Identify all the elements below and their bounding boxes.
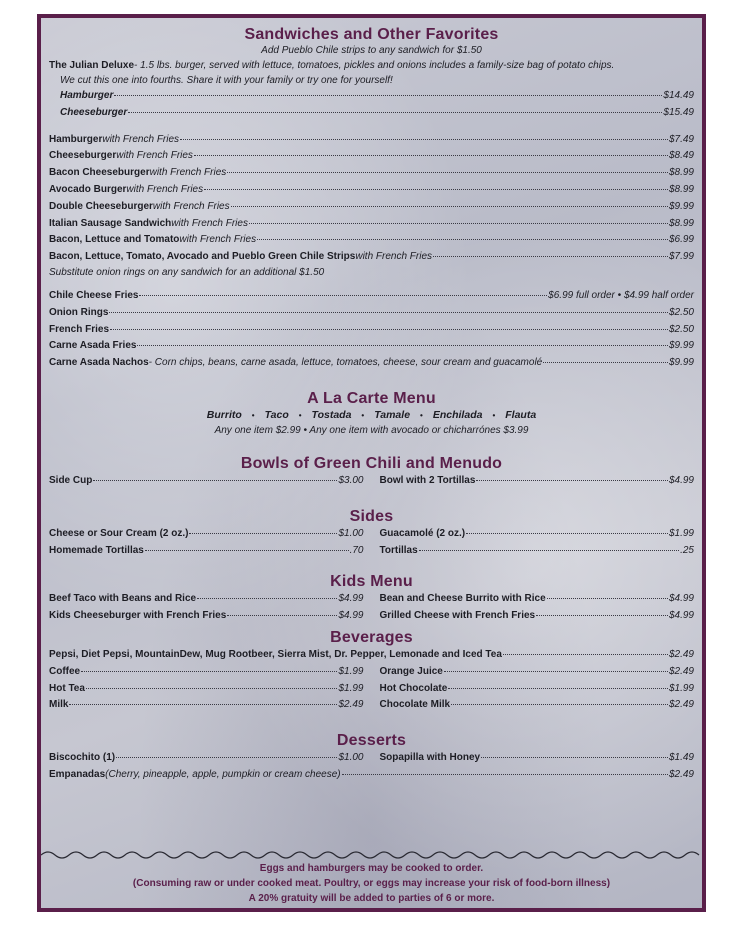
menu-item	[49, 591, 364, 608]
leader-dots	[110, 328, 668, 330]
item-description: with French Fries	[355, 251, 433, 263]
bullet-separator: •	[298, 410, 302, 420]
menu-frame	[37, 14, 706, 912]
menu-item	[380, 664, 695, 681]
alacarte-item: Taco	[264, 409, 289, 422]
alacarte-item: Tostada	[311, 409, 352, 422]
item-name: Pepsi, Diet Pepsi, MountainDew, Mug Rootbeer, Sierra Mist, Dr. Pepper, Lemonade and Iced Tea	[49, 648, 502, 660]
menu-item	[49, 526, 364, 543]
leader-dots	[257, 238, 668, 240]
section-title-bowls: Bowls of Green Chili and Menudo	[240, 454, 503, 472]
leader-dots	[116, 756, 337, 758]
beverages-left-column	[49, 664, 364, 714]
julian-description-2: We cut this one into fourths. Share it with your family or try one for yourself!	[60, 75, 393, 86]
leader-dots	[503, 653, 668, 655]
item-price: $2.50	[668, 323, 694, 335]
menu-item	[49, 232, 694, 249]
item-name: Chocolate Milk	[379, 699, 451, 711]
bowls-right-column	[380, 473, 695, 490]
menu-item	[49, 543, 364, 560]
menu-item	[380, 750, 695, 767]
item-name: Hamburger	[60, 90, 114, 101]
item-name: Kids Cheeseburger with French Fries	[49, 610, 227, 622]
item-description: with French Fries	[152, 200, 230, 212]
menu-item	[49, 355, 694, 372]
menu-page	[41, 18, 702, 908]
menu-item	[380, 526, 695, 543]
item-price: $9.99	[668, 200, 694, 212]
menu-item	[49, 681, 364, 698]
bullet-separator: •	[361, 410, 365, 420]
item-price: $8.99	[668, 217, 694, 229]
alacarte-item: Enchilada	[432, 409, 483, 422]
item-price: $3.00	[338, 474, 364, 486]
item-name: Double Cheeseburger	[49, 200, 153, 212]
menu-item	[380, 591, 695, 608]
leader-dots	[444, 670, 668, 672]
item-name: Bacon, Lettuce and Tomato	[49, 234, 180, 246]
item-price: $1.99	[338, 682, 364, 694]
item-name: Avocado Burger	[49, 183, 127, 195]
bowls-left-column	[49, 473, 364, 490]
item-name: Coffee	[49, 665, 81, 677]
menu-item	[49, 322, 694, 339]
item-price: $7.49	[668, 133, 694, 145]
item-description: with French Fries	[116, 150, 193, 162]
item-name: Cheeseburger	[60, 106, 128, 118]
item-price: .70	[349, 544, 364, 556]
item-name: Milk	[49, 699, 69, 711]
sides-right-column	[380, 526, 695, 560]
leader-dots	[128, 111, 662, 113]
item-name: Bacon, Lettuce, Tomato, Avocado and Pueblo Green Chile Strips	[49, 251, 356, 263]
menu-item	[49, 249, 694, 266]
item-name: Hot Tea	[49, 682, 85, 694]
item-price: $6.99 full order • $4.99 half order	[548, 289, 694, 301]
leader-dots	[139, 294, 547, 296]
menu-item	[49, 697, 364, 714]
menu-item	[49, 132, 694, 149]
item-price: $7.99	[668, 251, 694, 263]
bullet-separator: •	[420, 410, 423, 420]
menu-item	[380, 697, 695, 714]
item-price: $14.49	[663, 90, 694, 101]
alacarte-item: Tamale	[374, 409, 411, 422]
leader-dots	[93, 479, 337, 481]
item-price: $1.00	[338, 752, 364, 764]
bullet-separator: •	[492, 410, 496, 420]
item-name: Bowl with 2 Tortillas	[379, 474, 476, 486]
menu-item	[49, 182, 694, 199]
substitute-note: Substitute onion rings on any sandwich for an additional $1.50	[49, 266, 325, 278]
leader-dots	[448, 687, 668, 689]
item-price: $1.99	[338, 665, 364, 677]
bullet-separator: •	[251, 410, 255, 420]
section-title-beverages: Beverages	[330, 628, 413, 646]
item-name: Hamburger	[49, 133, 103, 145]
item-price: .25	[680, 544, 694, 556]
menu-item	[49, 750, 364, 767]
wave-divider	[41, 849, 702, 861]
desserts-columns	[49, 750, 694, 767]
leader-dots	[249, 222, 668, 224]
item-price: $2.49	[668, 768, 694, 780]
section-title-desserts: Desserts	[336, 732, 407, 750]
leader-dots	[481, 756, 668, 758]
item-price: $2.49	[668, 699, 694, 711]
footer-notice	[41, 861, 702, 906]
alacarte-items	[49, 408, 694, 423]
leader-dots	[145, 549, 349, 551]
alacarte-item: Flauta	[505, 409, 537, 422]
menu-item	[49, 608, 364, 625]
beverages-right-column	[380, 664, 695, 714]
leader-dots	[433, 255, 668, 257]
leader-dots	[466, 532, 668, 534]
leader-dots	[476, 479, 668, 481]
beverages-columns	[49, 664, 694, 714]
kids-columns	[49, 591, 694, 625]
item-price: $2.50	[668, 306, 694, 318]
item-price: $4.99	[668, 474, 694, 486]
leader-dots	[227, 614, 337, 616]
item-description: with French Fries	[102, 133, 180, 145]
leader-dots	[231, 205, 668, 207]
section-title-alacarte: A La Carte Menu	[307, 389, 436, 407]
item-price: $4.99	[668, 593, 694, 605]
item-name: Orange Juice	[379, 665, 443, 677]
item-name: Cheese or Sour Cream (2 oz.)	[49, 527, 189, 539]
item-price: $9.99	[668, 340, 694, 352]
menu-item	[380, 543, 695, 560]
section-title-sides: Sides	[349, 507, 394, 525]
leader-dots	[227, 171, 668, 173]
kids-left-column	[49, 591, 364, 625]
leader-dots	[342, 773, 668, 775]
item-name: Grilled Cheese with French Fries	[379, 610, 536, 622]
menu-item-julian-cheeseburger	[49, 105, 694, 122]
item-name: Carne Asada Nachos	[49, 357, 149, 369]
footer-line-3: A 20% gratuity will be added to parties of 6 or more.	[248, 893, 495, 904]
menu-item-empanadas	[49, 767, 694, 784]
item-name: Sopapilla with Honey	[379, 752, 481, 764]
leader-dots	[69, 703, 337, 705]
item-name: Hot Chocolate	[379, 682, 448, 694]
item-description: (Cherry, pineapple, apple, pumpkin or cream cheese)	[105, 768, 341, 780]
menu-item	[49, 473, 364, 490]
leader-dots	[547, 597, 668, 599]
menu-item	[380, 473, 695, 490]
menu-item	[49, 216, 694, 233]
menu-item-soft-drinks	[49, 647, 694, 664]
item-name: Empanadas	[49, 768, 106, 780]
menu-item	[49, 288, 694, 305]
menu-item	[380, 608, 695, 625]
item-price: $8.99	[668, 167, 694, 179]
leader-dots	[81, 670, 337, 672]
leader-dots	[419, 549, 679, 551]
item-description: with French Fries	[149, 167, 227, 179]
menu-item	[49, 305, 694, 322]
item-name: Guacamolé (2 oz.)	[379, 527, 466, 539]
item-name: Homemade Tortillas	[49, 544, 144, 556]
menu-item	[49, 199, 694, 216]
leader-dots	[180, 138, 668, 140]
sides-left-column	[49, 526, 364, 560]
menu-item	[49, 664, 364, 681]
leader-dots	[86, 687, 338, 689]
footer-line-2: (Consuming raw or under cooked meat. Poultry, or eggs may increase your risk of food-born illness)	[132, 878, 611, 889]
item-price: $8.49	[668, 150, 694, 162]
item-description: with French Fries	[126, 183, 204, 195]
item-name: Tortillas	[379, 544, 418, 556]
desserts-left-column	[49, 750, 364, 767]
menu-item	[49, 148, 694, 165]
item-description: - 1.5 lbs. burger, served with lettuce, tomatoes, pickles and onions includes a family-size bag of potato chips.	[134, 60, 615, 71]
item-price: $1.99	[668, 527, 694, 539]
item-price: $4.99	[668, 610, 694, 622]
bowls-columns	[49, 473, 694, 490]
item-price: $15.49	[663, 106, 694, 118]
alacarte-item: Burrito	[206, 409, 242, 422]
item-description: with French Fries	[179, 234, 257, 246]
leader-dots	[194, 154, 668, 156]
item-description: with French Fries	[171, 217, 248, 229]
item-price: $8.99	[668, 183, 694, 195]
item-name: Italian Sausage Sandwich	[49, 217, 172, 229]
menu-item	[49, 165, 694, 182]
leader-dots	[197, 597, 337, 599]
menu-content	[49, 24, 694, 784]
item-price: $1.00	[338, 527, 364, 539]
leader-dots	[536, 614, 668, 616]
desserts-right-column	[380, 750, 695, 767]
item-name: Beef Taco with Beans and Rice	[49, 593, 197, 605]
kids-right-column	[380, 591, 695, 625]
section-title-kids: Kids Menu	[330, 573, 413, 591]
item-name: Chile Cheese Fries	[49, 289, 139, 301]
section-title-sandwiches: Sandwiches and Other Favorites	[244, 26, 499, 43]
menu-item-julian-hamburger	[49, 88, 694, 105]
section-note-sandwiches: Add Pueblo Chile strips to any sandwich for $1.50	[261, 45, 482, 56]
leader-dots	[543, 361, 668, 363]
sides-columns	[49, 526, 694, 560]
menu-item	[49, 338, 694, 355]
item-price: $4.99	[338, 593, 364, 605]
leader-dots	[189, 532, 337, 534]
footer-line-1: Eggs and hamburgers may be cooked to order.	[259, 863, 484, 874]
item-price: $1.99	[668, 682, 694, 694]
item-price: $1.49	[668, 752, 694, 764]
item-price: $2.49	[338, 699, 364, 711]
item-price: $9.99	[668, 357, 694, 369]
leader-dots	[451, 703, 668, 705]
menu-item-julian-deluxe	[49, 58, 694, 74]
item-name: Biscochito (1)	[49, 752, 116, 764]
item-name: Bacon Cheeseburger	[49, 167, 150, 179]
leader-dots	[109, 311, 668, 313]
item-name: Side Cup	[49, 474, 93, 486]
item-name: Bean and Cheese Burrito with Rice	[379, 593, 546, 605]
item-name: Carne Asada Fries	[49, 340, 137, 352]
item-price: $6.99	[668, 234, 694, 246]
leader-dots	[114, 94, 662, 96]
item-price: $2.49	[668, 665, 694, 677]
item-name: The Julian Deluxe	[49, 60, 135, 71]
menu-item	[380, 681, 695, 698]
leader-dots	[204, 188, 668, 190]
item-price: $4.99	[338, 610, 364, 622]
item-price: $2.49	[668, 648, 694, 660]
item-name: Cheeseburger	[49, 150, 117, 162]
item-name: Onion Rings	[49, 306, 109, 318]
alacarte-note: Any one item $2.99 • Any one item with avocado or chicharrónes $3.99	[214, 424, 529, 436]
leader-dots	[137, 344, 668, 346]
item-name: French Fries	[49, 323, 110, 335]
item-description: - Corn chips, beans, carne asada, lettuce, tomatoes, cheese, sour cream and guacamolé	[148, 357, 543, 369]
